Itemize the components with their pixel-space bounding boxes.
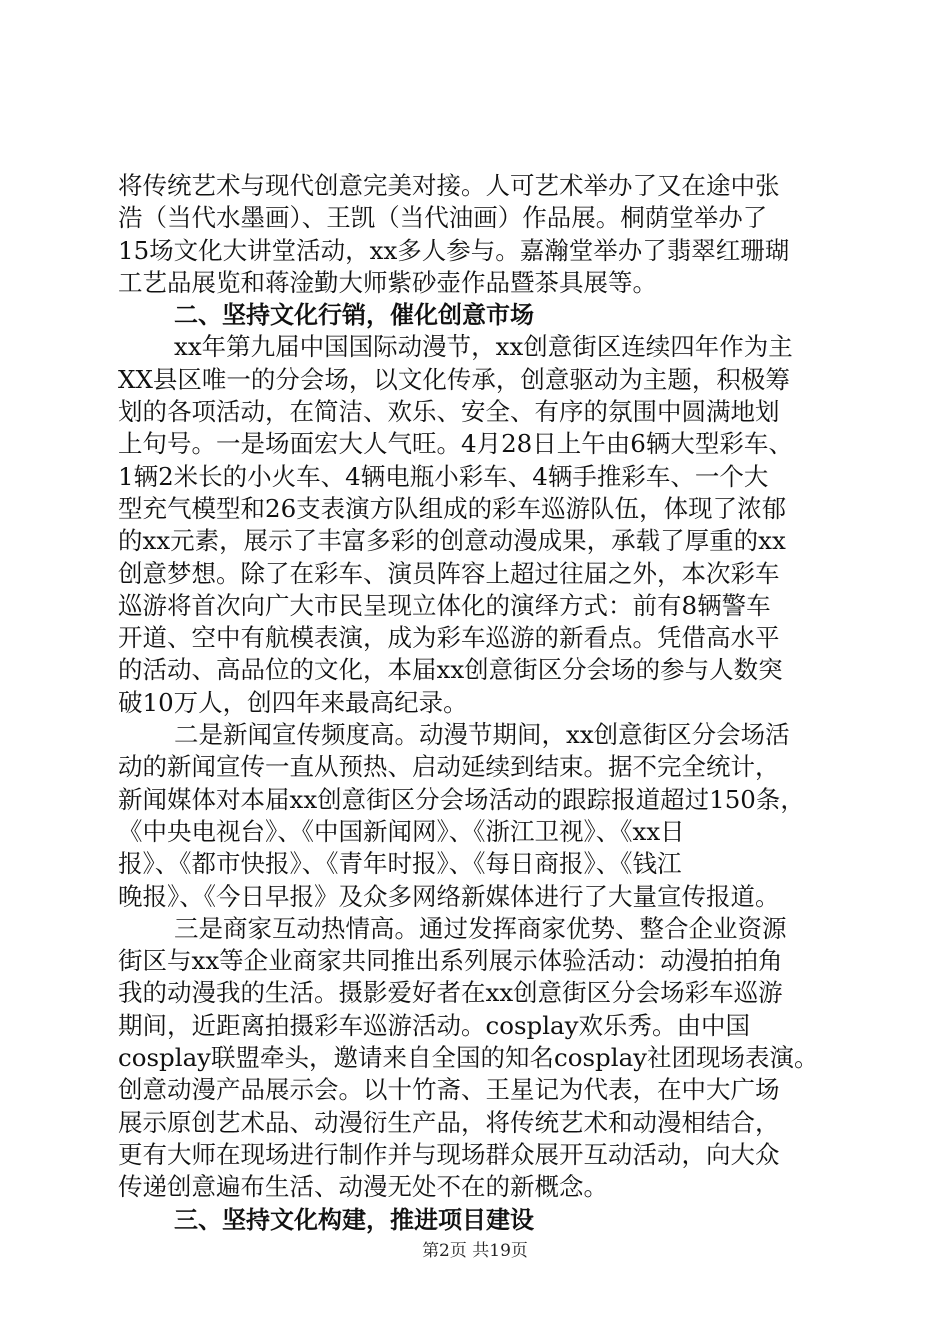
- body-text-line: 上句号。一是场面宏大人气旺。4月28日上午由6辆大型彩车、: [118, 429, 793, 459]
- body-text-line: 动的新闻宣传一直从预热、启动延续到结束。据不完全统计，: [118, 752, 780, 782]
- document-body: [118, 170, 848, 1236]
- body-text-line: 传递创意遍布生活、动漫无处不在的新概念。: [118, 1172, 608, 1202]
- body-text-line: xx年第九届中国国际动漫节，xx创意街区连续四年作为主: [174, 332, 793, 362]
- body-text-line: 新闻媒体对本届xx创意街区分会场活动的跟踪报道超过150条，: [118, 784, 805, 814]
- body-text-line: 报》、《都市快报》、《青年时报》、《每日商报》、《钱江: [118, 849, 682, 879]
- body-text-line: 街区与xx等企业商家共同推出系列展示体验活动：动漫拍拍角: [118, 946, 783, 976]
- body-text-line: 《中央电视台》、《中国新闻网》、《浙江卫视》、《xx日: [118, 816, 685, 846]
- body-text-line: 展示原创艺术品、动漫衍生产品，将传统艺术和动漫相结合，: [118, 1107, 780, 1137]
- section-heading: 二、坚持文化行销，催化创意市场: [174, 301, 534, 330]
- body-text-line: 1辆2米长的小火车、4辆电瓶小彩车、4辆手推彩车、一个大: [118, 461, 769, 491]
- body-text-line: cosplay联盟牵头，邀请来自全国的知名cosplay社团现场表演。: [118, 1043, 819, 1073]
- body-text-line: 工艺品展览和蒋淦勤大师紫砂壶作品暨茶具展等。: [118, 267, 657, 297]
- body-text-line: 划的各项活动，在简洁、欢乐、安全、有序的氛围中圆满地划: [118, 397, 780, 427]
- body-text-line: 将传统艺术与现代创意完美对接。人可艺术举办了又在途中张: [118, 171, 780, 200]
- body-text-line: 15场文化大讲堂活动，xx多人参与。嘉瀚堂举办了翡翠红珊瑚: [118, 235, 790, 265]
- body-text-line: 更有大师在现场进行制作并与现场群众展开互动活动，向大众: [118, 1139, 780, 1169]
- body-text-line: 浩（当代水墨画）、王凯（当代油画）作品展。桐荫堂举办了: [118, 203, 768, 233]
- body-text-line: 创意梦想。除了在彩车、演员阵容上超过往届之外，本次彩车: [118, 558, 780, 588]
- body-text-line: 晚报》、《今日早报》及众多网络新媒体进行了大量宣传报道。: [118, 881, 780, 911]
- body-text-line: 我的动漫我的生活。摄影爱好者在xx创意街区分会场彩车巡游: [118, 978, 783, 1008]
- body-text-line: 三是商家互动热情高。通过发挥商家优势、整合企业资源: [174, 913, 787, 943]
- body-text-line: 二是新闻宣传频度高。动漫节期间，xx创意街区分会场活: [174, 720, 790, 750]
- body-text-line: 创意动漫产品展示会。以十竹斋、王星记为代表，在中大广场: [118, 1075, 780, 1105]
- body-text-line: 巡游将首次向广大市民呈现立体化的演绎方式：前有8辆警车: [118, 590, 771, 620]
- body-text-line: 的活动、高品位的文化，本届xx创意街区分会场的参与人数突: [118, 655, 783, 685]
- body-text-line: 的xx元素，展示了丰富多彩的创意动漫成果，承载了厚重的xx: [118, 526, 786, 556]
- page-footer: 第2页 共19页: [422, 1241, 528, 1261]
- body-text-line: 破10万人，创四年来最高纪录。: [118, 687, 468, 717]
- body-text-line: 开道、空中有航模表演，成为彩车巡游的新看点。凭借高水平: [118, 623, 780, 653]
- section-heading: 三、坚持文化构建，推进项目建设: [174, 1205, 534, 1234]
- body-text-line: 型充气模型和26支表演方队组成的彩车巡游队伍，体现了浓郁: [118, 493, 787, 523]
- body-text-line: XX县区唯一的分会场，以文化传承，创意驱动为主题，积极筹: [118, 364, 790, 394]
- body-text-line: 期间，近距离拍摄彩车巡游活动。cosplay欢乐秀。由中国: [118, 1010, 751, 1040]
